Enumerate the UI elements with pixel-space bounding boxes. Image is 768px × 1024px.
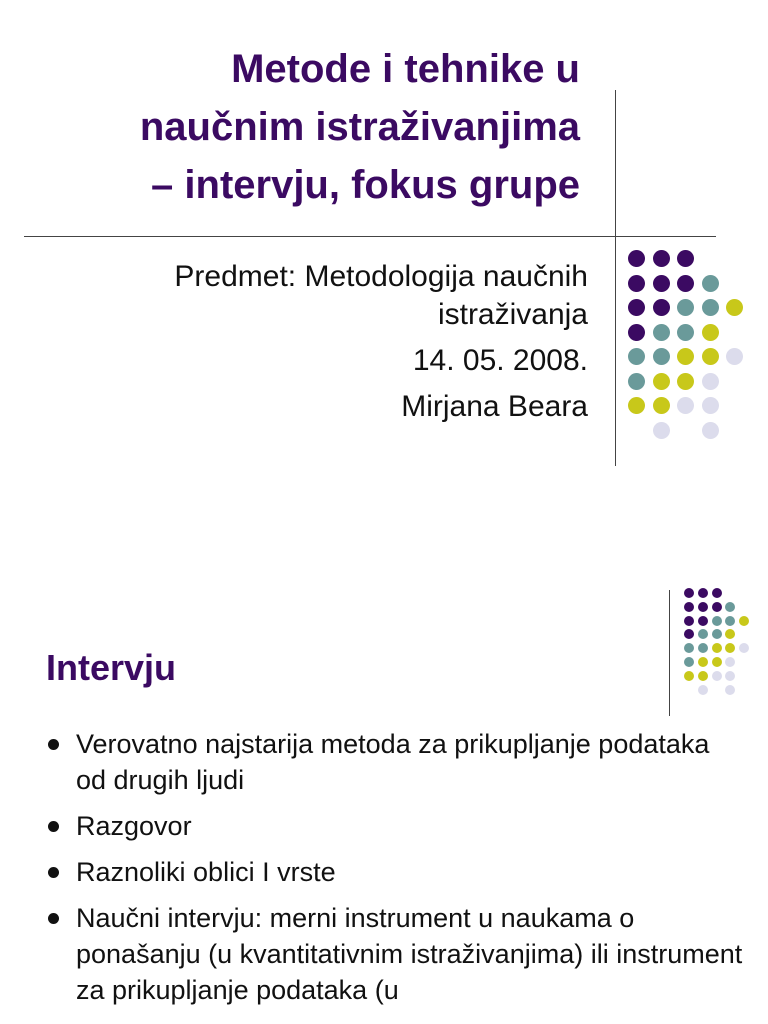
decorative-dot [684, 588, 694, 598]
decorative-dot [712, 657, 722, 667]
decorative-dot [698, 602, 708, 612]
decorative-dot [677, 348, 694, 365]
decorative-dot [684, 643, 694, 653]
decorative-dot [677, 373, 694, 390]
decorative-dot [725, 616, 735, 626]
decorative-dot [725, 629, 735, 639]
decorative-dot [653, 299, 670, 316]
decorative-dot [702, 299, 719, 316]
decorative-dot [628, 275, 645, 292]
decorative-dot [712, 671, 722, 681]
decorative-dot [725, 685, 735, 695]
vertical-divider [669, 590, 670, 716]
decorative-dot [712, 616, 722, 626]
title-line-3: – intervju, fokus grupe [151, 163, 580, 207]
decorative-dot [725, 671, 735, 681]
decorative-dot [712, 588, 722, 598]
decorative-dot [726, 348, 743, 365]
decorative-dot [628, 397, 645, 414]
decorative-dot [712, 629, 722, 639]
decorative-dot [684, 629, 694, 639]
author-name: Mirjana Beara [401, 390, 588, 423]
decorative-dot [698, 685, 708, 695]
subtitle-block [28, 258, 588, 434]
decorative-dot [739, 616, 749, 626]
bullet-icon [48, 739, 59, 750]
list-item: Raznoliki oblici I vrste [46, 854, 746, 890]
decorative-dot [684, 657, 694, 667]
decorative-dot [702, 275, 719, 292]
decorative-dot [677, 275, 694, 292]
decorative-dot [702, 373, 719, 390]
decorative-dot [677, 250, 694, 267]
decorative-dot [725, 602, 735, 612]
decorative-dot [677, 397, 694, 414]
list-item: Naučni intervju: merni instrument u naukama o ponašanju (u kvantitativnim istraživanjima) ili instrument za prikupljanje podataka (u [46, 900, 746, 1008]
bullet-icon [48, 867, 59, 878]
decorative-dot [653, 397, 670, 414]
decorative-dot [653, 348, 670, 365]
subject-line-1: Predmet: Metodologija naučnih [174, 260, 588, 293]
decorative-dot [653, 275, 670, 292]
decorative-dot [653, 422, 670, 439]
decorative-dot [739, 643, 749, 653]
decorative-dot [698, 643, 708, 653]
slide-heading: Intervju [46, 647, 177, 688]
decorative-dot [677, 324, 694, 341]
decorative-dot [702, 324, 719, 341]
bullet-icon [48, 821, 59, 832]
decorative-dot [684, 602, 694, 612]
title-line-1: Metode i tehnike u [231, 47, 580, 91]
decorative-dot [712, 643, 722, 653]
decorative-dot [684, 616, 694, 626]
decorative-dot [628, 299, 645, 316]
decorative-dot [628, 373, 645, 390]
decorative-dot [698, 657, 708, 667]
decorative-dot [677, 299, 694, 316]
decorative-dot [653, 324, 670, 341]
decorative-dot [702, 348, 719, 365]
subject-line-2: istraživanja [437, 298, 588, 331]
content-slide [0, 560, 768, 1024]
bullet-icon [48, 913, 59, 924]
list-item: Razgovor [46, 808, 746, 844]
decorative-dot [698, 588, 708, 598]
decorative-dot [698, 671, 708, 681]
bullet-list [46, 726, 746, 1018]
decorative-dot [725, 643, 735, 653]
decorative-dot [628, 250, 645, 267]
decorative-dot [698, 629, 708, 639]
title-line-2: naučnim istraživanjima [139, 105, 580, 149]
presentation-date: 14. 05. 2008. [412, 344, 588, 377]
decorative-dot [725, 657, 735, 667]
decorative-dot [653, 250, 670, 267]
decorative-dot [712, 602, 722, 612]
decorative-dot [628, 348, 645, 365]
decorative-dot [702, 422, 719, 439]
decorative-dot [698, 616, 708, 626]
presentation-title [20, 40, 580, 214]
decorative-dot [726, 299, 743, 316]
list-item: Verovatno najstarija metoda za prikupljanje podataka od drugih ljudi [46, 726, 746, 798]
decorative-dot [702, 397, 719, 414]
decorative-dot [653, 373, 670, 390]
decorative-dot [628, 324, 645, 341]
horizontal-divider [24, 236, 716, 237]
decorative-dot [684, 671, 694, 681]
vertical-divider [615, 90, 616, 466]
